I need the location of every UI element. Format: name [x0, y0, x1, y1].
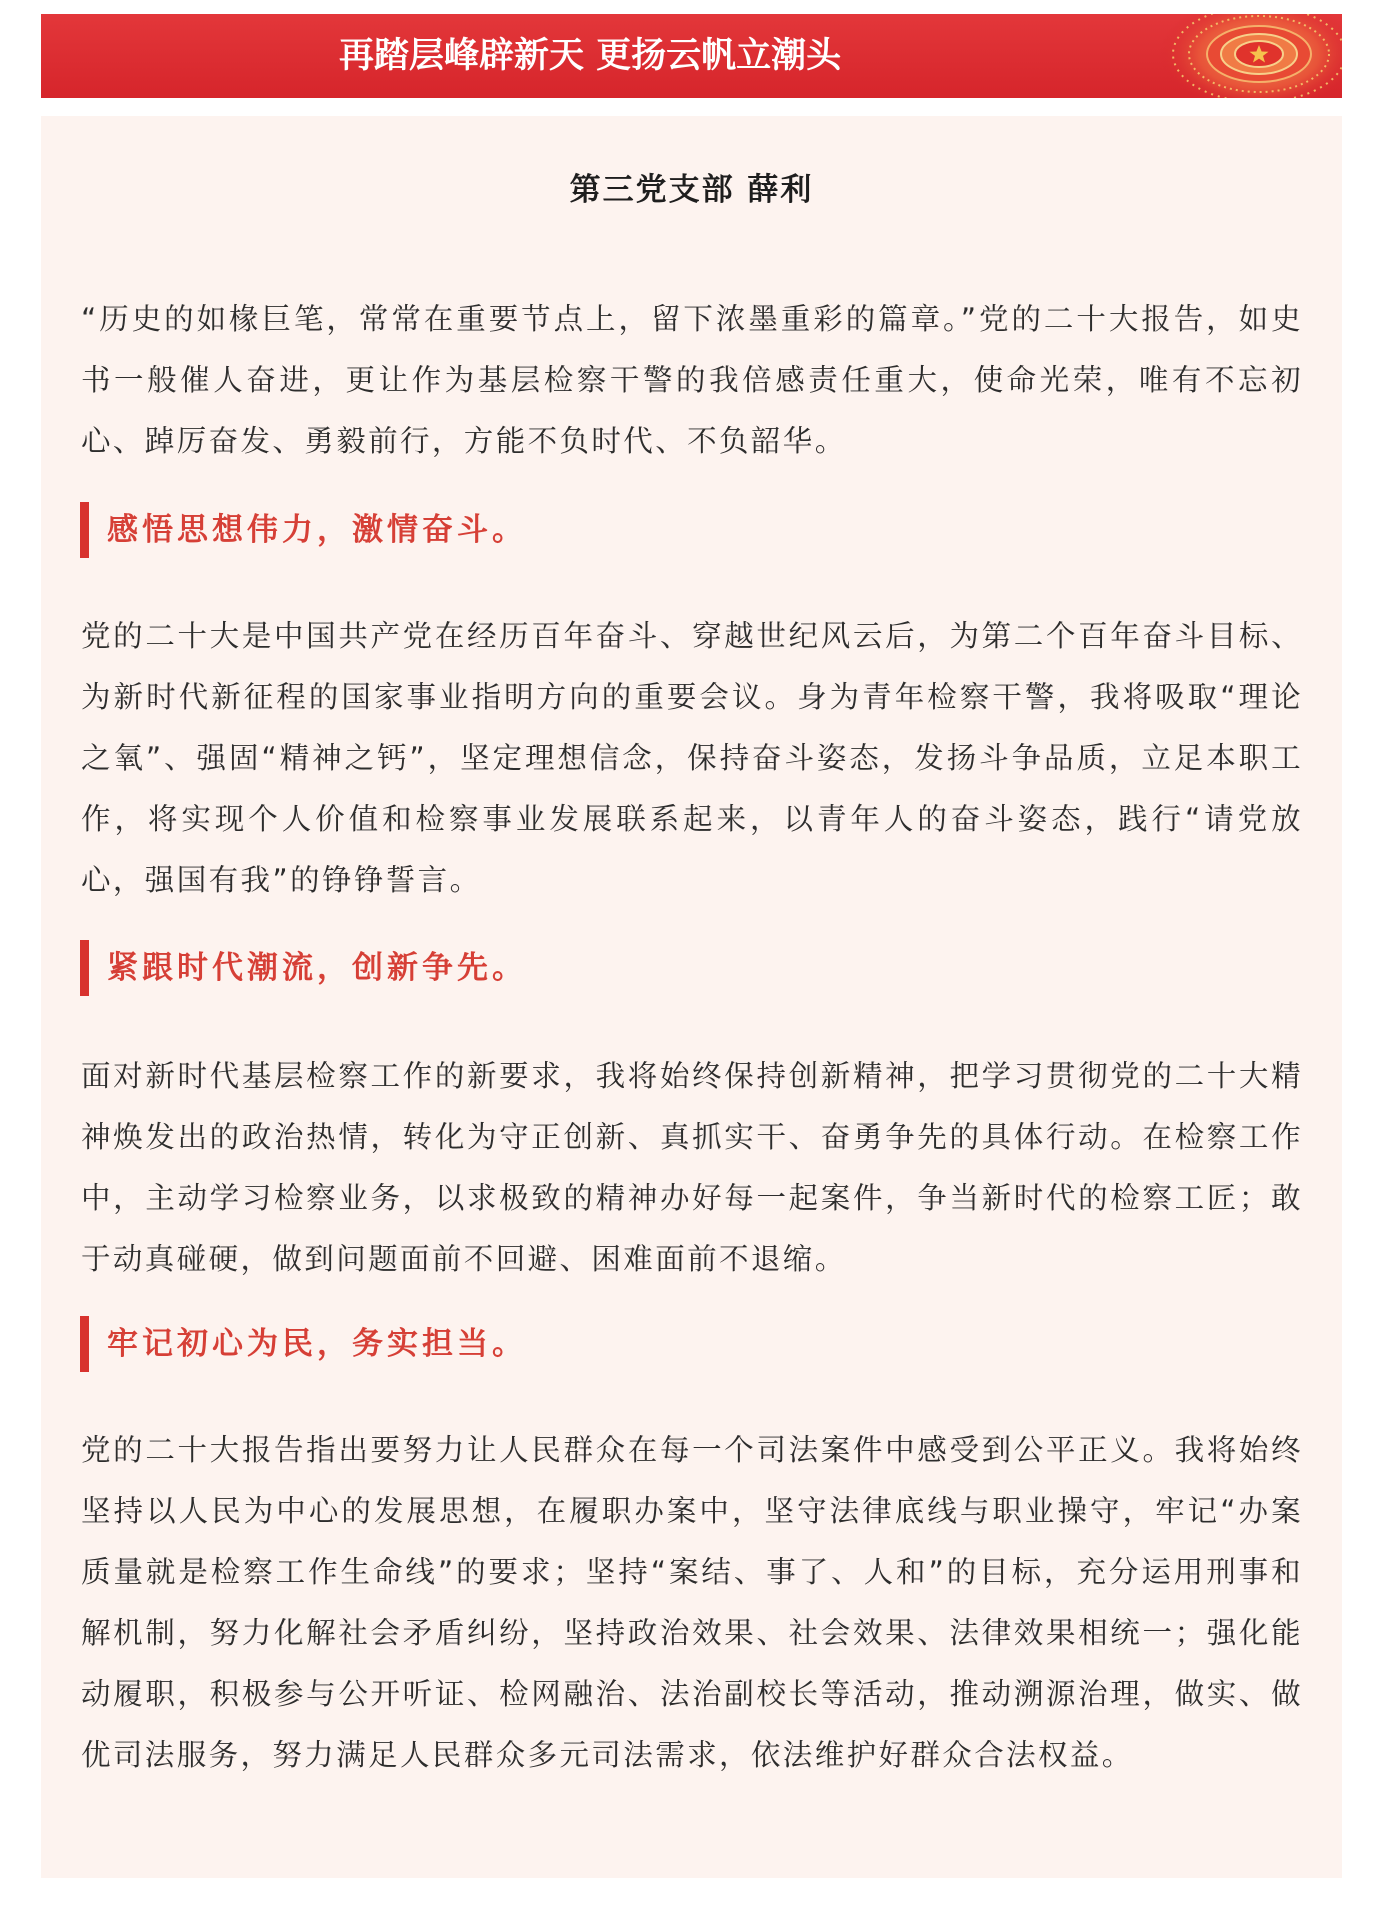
section-paragraph-3: 党的二十大报告指出要努力让人民群众在每一个司法案件中感受到公平正义。我将始终坚持以人民为中心的发展思想，在履职办案中，坚守法律底线与职业操守，牢记“办案质量就是检察工作生命线”的要求；坚持“案结、事了、人和”的目标，充分运用刑事和解机制，努力化解社会矛盾纠纷，坚持政治效果、社会效果、法律效果相统一；强化能动履职，积极参与公开听证、检网融治、法治副校长等活动，推动溯源治理，做实、做优司法服务，努力满足人民群众多元司法需求，依法维护好群众合法权益。 — [81, 1433, 1303, 1772]
header-banner — [41, 14, 1342, 98]
section-paragraph-2: 面对新时代基层检察工作的新要求，我将始终保持创新精神，把学习贯彻党的二十大精神焕发出的政治热情，转化为守正创新、真抓实干、奋勇争先的具体行动。在检察工作中，主动学习检察业务，以求极致的精神办好每一起案件，争当新时代的检察工匠；敢于动真碰硬，做到问题面前不回避、困难面前不退缩。 — [81, 1059, 1303, 1276]
author-title: 第三党支部 薛利 — [569, 172, 814, 208]
section-paragraph-1: 党的二十大是中国共产党在经历百年奋斗、穿越世纪风云后，为第二个百年奋斗目标、为新时代新征程的国家事业指明方向的重要会议。身为青年检察干警，我将吸取“理论之氧”、强固“精神之钙”，坚定理想信念，保持奋斗姿态，发扬斗争品质，立足本职工作，将实现个人价值和检察事业发展联系起来，以青年人的奋斗姿态，践行“请党放心，强国有我”的铮铮誓言。 — [81, 619, 1303, 897]
article-card — [41, 116, 1342, 1878]
banner-title: 再踏层峰辟新天 更扬云帆立潮头 — [339, 36, 842, 76]
emblem-icon — [1137, 14, 1342, 98]
section-heading-2: 紧跟时代潮流，创新争先。 — [80, 940, 1302, 996]
section-heading-1: 感悟思想伟力，激情奋斗。 — [80, 502, 1302, 558]
intro-paragraph: “历史的如椽巨笔，常常在重要节点上，留下浓墨重彩的篇章。”党的二十大报告，如史书一般催人奋进，更让作为基层检察干警的我倍感责任重大，使命光荣，唯有不忘初心、踔厉奋发、勇毅前行，方能不负时代、不负韶华。 — [81, 302, 1303, 458]
section-heading-3: 牢记初心为民，务实担当。 — [80, 1316, 1302, 1372]
